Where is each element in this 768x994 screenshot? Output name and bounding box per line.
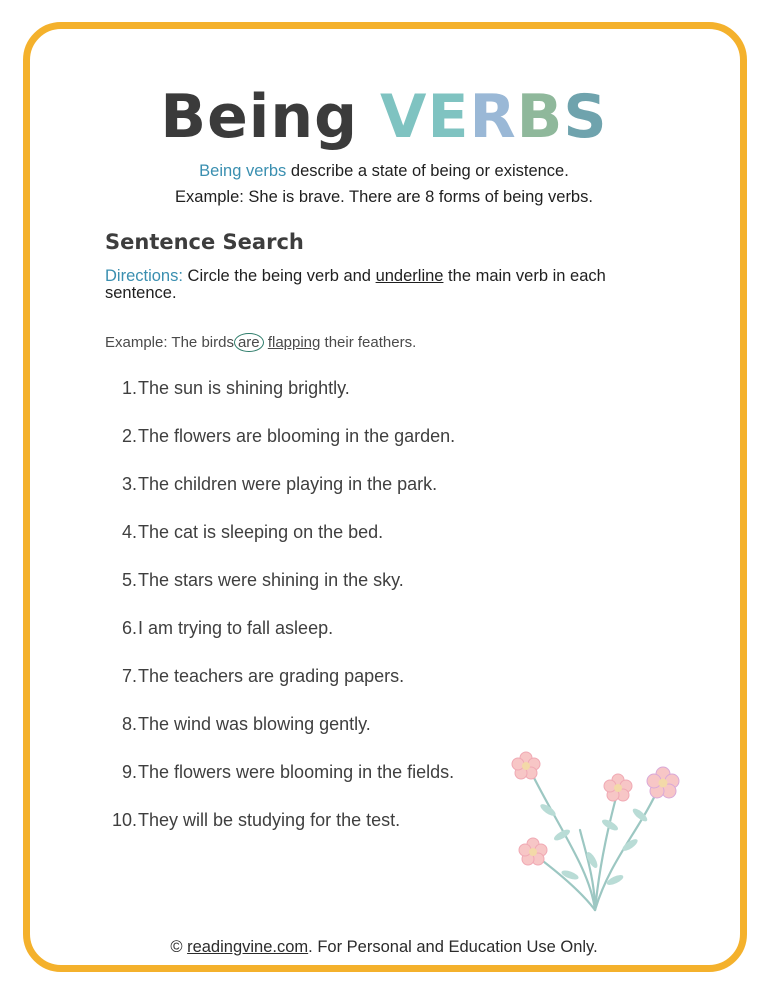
list-item bbox=[105, 662, 605, 710]
item-number: 3. bbox=[121, 474, 137, 494]
title-letter: V bbox=[380, 82, 428, 152]
item-text: The flowers were blooming in the fields. bbox=[138, 762, 455, 782]
directions bbox=[105, 268, 665, 302]
section-title: Sentence Search bbox=[105, 230, 304, 254]
footer-text: . For Personal and Education Use Only. bbox=[308, 938, 598, 956]
example-prefix: Example: The birds bbox=[105, 334, 234, 351]
list-item bbox=[105, 518, 605, 566]
title-letter: R bbox=[469, 82, 517, 152]
item-number: 5. bbox=[121, 570, 137, 590]
item-text: The wind was blowing gently. bbox=[138, 714, 371, 734]
directions-part2: the main verb in each sentence. bbox=[105, 267, 606, 302]
list-item bbox=[105, 422, 605, 470]
copyright-symbol: © bbox=[170, 938, 188, 956]
example-circled-verb: are bbox=[234, 333, 264, 352]
list-item bbox=[105, 374, 605, 422]
item-text: The sun is shining brightly. bbox=[138, 378, 350, 398]
intro-definition: describe a state of being or existence. bbox=[286, 162, 569, 180]
example-underlined-verb: flapping bbox=[267, 334, 321, 351]
item-number: 1. bbox=[121, 378, 137, 398]
item-text: The cat is sleeping on the bed. bbox=[138, 522, 384, 542]
item-number: 4. bbox=[121, 522, 137, 542]
list-item bbox=[105, 470, 605, 518]
intro-line-2: Example: She is brave. There are 8 forms of being verbs. bbox=[175, 188, 593, 206]
directions-label: Directions: bbox=[105, 267, 183, 285]
item-text: The teachers are grading papers. bbox=[138, 666, 405, 686]
item-number: 2. bbox=[121, 426, 137, 446]
example-sentence bbox=[105, 334, 416, 351]
title-word-verbs bbox=[380, 82, 608, 152]
item-text: I am trying to fall asleep. bbox=[138, 618, 334, 638]
item-text: The stars were shining in the sky. bbox=[138, 570, 404, 590]
item-text: The flowers are blooming in the garden. bbox=[138, 426, 456, 446]
item-number: 6. bbox=[121, 618, 137, 638]
flower-illustration bbox=[500, 740, 700, 920]
directions-part1: Circle the being verb and bbox=[182, 267, 376, 285]
flower-head bbox=[512, 752, 679, 865]
footer-link[interactable]: readingvine.com bbox=[187, 938, 309, 956]
item-number: 10. bbox=[111, 810, 137, 830]
intro-text bbox=[0, 158, 768, 210]
intro-term: Being verbs bbox=[199, 162, 287, 180]
item-text: They will be studying for the test. bbox=[138, 810, 401, 830]
title-word-being: Being bbox=[160, 82, 359, 152]
intro-line-1 bbox=[0, 158, 768, 184]
list-item bbox=[105, 566, 605, 614]
item-number: 9. bbox=[121, 762, 137, 782]
title-letter: B bbox=[516, 82, 564, 152]
list-item bbox=[105, 614, 605, 662]
directions-underline-word: underline bbox=[375, 267, 444, 285]
title-letter: S bbox=[563, 82, 608, 152]
example-suffix: their feathers. bbox=[320, 334, 417, 351]
footer bbox=[0, 938, 768, 957]
item-text: The children were playing in the park. bbox=[138, 474, 438, 494]
item-number: 8. bbox=[121, 714, 137, 734]
item-number: 7. bbox=[121, 666, 137, 686]
title-letter: E bbox=[427, 82, 470, 152]
worksheet-title bbox=[0, 82, 768, 152]
